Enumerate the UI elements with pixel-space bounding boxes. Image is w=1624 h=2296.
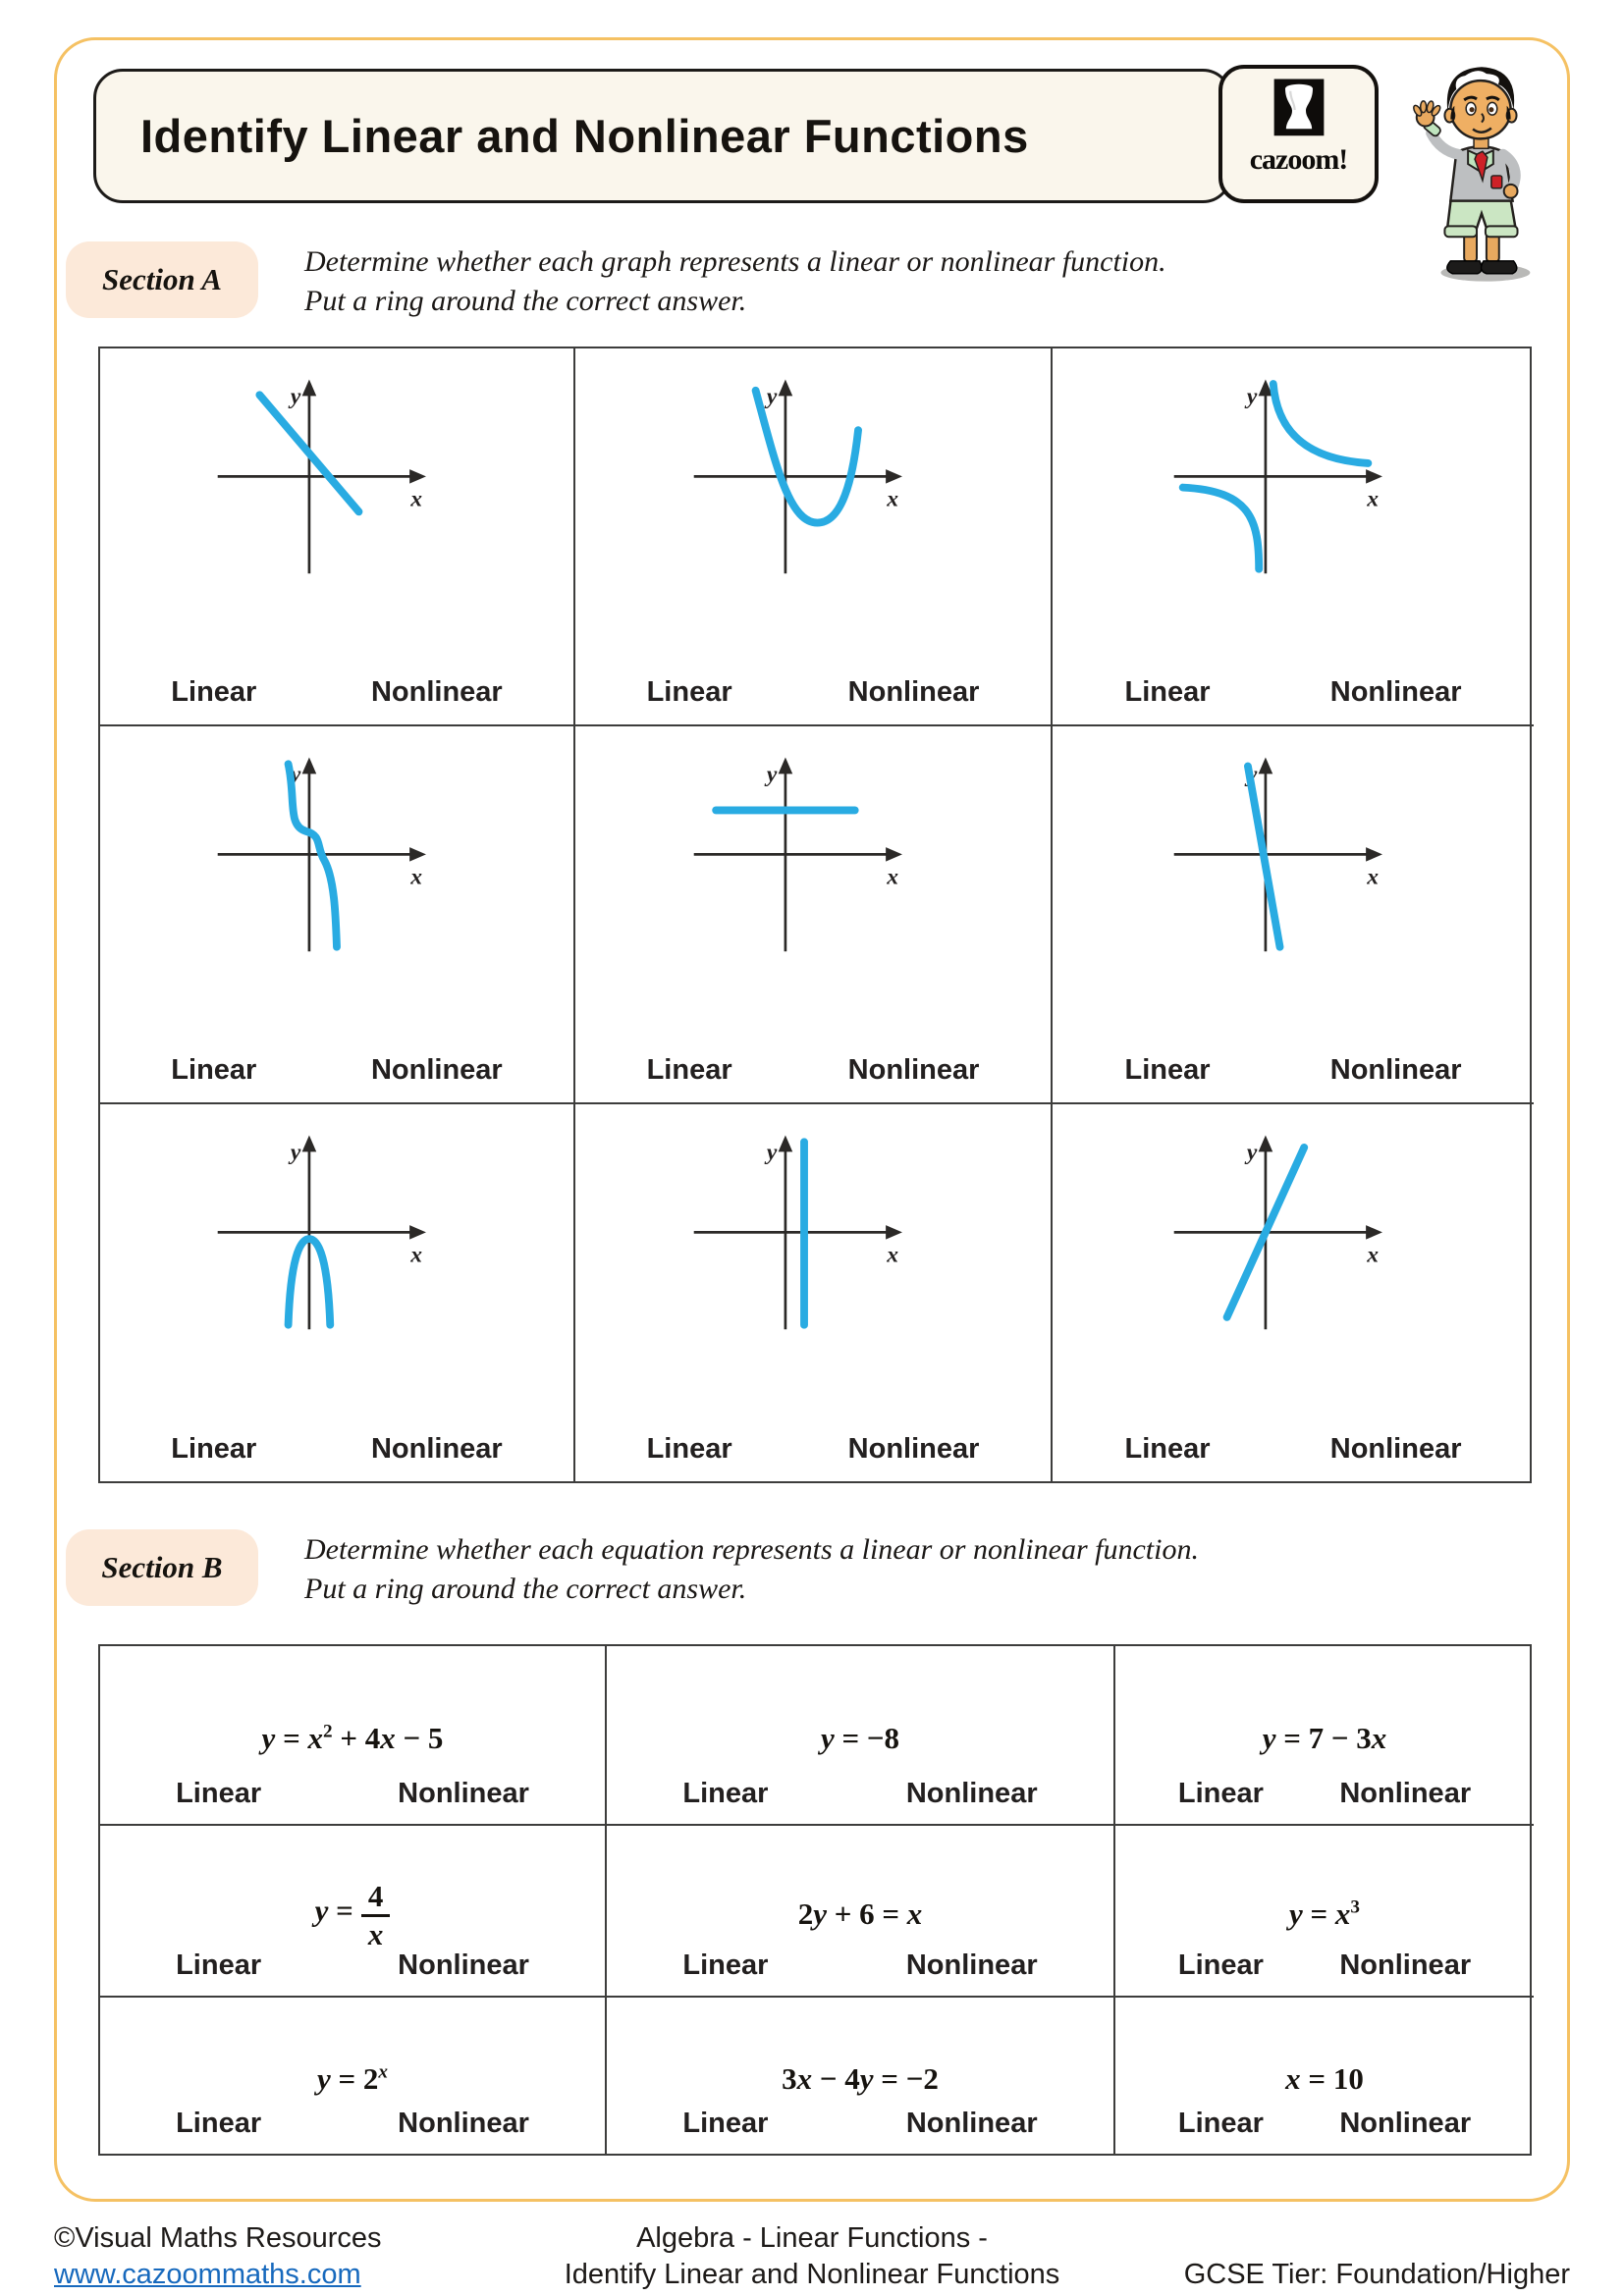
y-axis-label: y (766, 384, 778, 410)
option-linear[interactable]: Linear (171, 1433, 257, 1465)
option-linear[interactable]: Linear (176, 1949, 262, 1981)
option-nonlinear[interactable]: Nonlinear (1339, 1778, 1472, 1809)
title-box (93, 69, 1232, 203)
y-axis-label: y (290, 384, 301, 410)
answer-options (575, 1433, 1051, 1466)
answer-options (1053, 1054, 1534, 1087)
x-axis-arrow-icon (1366, 847, 1382, 862)
y-axis-arrow-icon (302, 380, 317, 397)
option-linear[interactable]: Linear (1124, 1433, 1211, 1465)
y-axis-arrow-icon (302, 1136, 317, 1152)
option-linear[interactable]: Linear (1177, 2108, 1264, 2139)
djembe-drum-icon (1272, 79, 1326, 141)
option-linear[interactable]: Linear (1177, 1778, 1264, 1809)
equation: $y = x^2 + 4x - 5$ (261, 1720, 444, 1755)
equation: y = $\frac{4}{x}$ (315, 1878, 391, 1949)
answer-options (575, 1054, 1051, 1087)
fraction: $\frac{4}{x}$ (361, 1880, 391, 1951)
option-linear[interactable]: Linear (646, 1054, 732, 1086)
answer-options (1115, 2108, 1534, 2140)
y-axis-label: y (290, 762, 301, 788)
topic-line-2: Identify Linear and Nonlinear Functions (564, 2259, 1060, 2290)
x-axis-label: x (410, 1242, 423, 1268)
section-b-equation-grid (98, 1644, 1532, 2156)
tier-text: GCSE Tier: Foundation/Higher (1183, 2259, 1570, 2290)
section-b-instructions (304, 1530, 1199, 1609)
option-nonlinear[interactable]: Nonlinear (398, 1949, 529, 1981)
graph-cell-7 (100, 1104, 575, 1481)
x-axis-label: x (410, 486, 423, 512)
graph-cell-6 (1053, 726, 1534, 1104)
topic-line-1: Algebra - Linear Functions - (636, 2222, 988, 2254)
mascot-waving-boy (1396, 54, 1561, 288)
y-axis-arrow-icon (779, 758, 793, 774)
option-linear[interactable]: Linear (1177, 1949, 1264, 1981)
section-a-graph-grid (98, 347, 1532, 1483)
option-nonlinear[interactable]: Nonlinear (398, 2108, 529, 2139)
option-nonlinear[interactable]: Nonlinear (1329, 1433, 1462, 1465)
option-nonlinear[interactable]: Nonlinear (847, 676, 980, 708)
option-linear[interactable]: Linear (646, 1433, 732, 1465)
section-b-label: Section B (66, 1529, 258, 1606)
option-nonlinear[interactable]: Nonlinear (370, 1054, 503, 1086)
instruction-line: Determine whether each equation represents a linear or nonlinear function. (304, 1533, 1199, 1566)
y-axis-label: y (290, 1140, 301, 1166)
answer-options (575, 676, 1051, 709)
equation: y = 7 − 3x (1262, 1720, 1387, 1755)
equation: 2y + 6 = x (797, 1896, 923, 1931)
equation-cell-2 (607, 1646, 1115, 1826)
answer-options (100, 1778, 605, 1810)
x-axis-label: x (887, 1242, 899, 1268)
option-linear[interactable]: Linear (646, 676, 732, 708)
answer-options (1053, 676, 1534, 709)
instruction-line: Put a ring around the correct answer. (304, 1573, 747, 1605)
graph-cell-3 (1053, 348, 1534, 726)
option-nonlinear[interactable]: Nonlinear (1329, 1054, 1462, 1086)
equation-cell-1 (100, 1646, 607, 1826)
x-axis-arrow-icon (1366, 1225, 1382, 1240)
y-axis-arrow-icon (1259, 758, 1273, 774)
option-nonlinear[interactable]: Nonlinear (905, 1949, 1038, 1981)
option-nonlinear[interactable]: Nonlinear (1339, 1949, 1472, 1981)
x-axis-label: x (1367, 1242, 1380, 1268)
option-linear[interactable]: Linear (682, 1778, 769, 1809)
option-nonlinear[interactable]: Nonlinear (847, 1054, 980, 1086)
mini-graph (193, 744, 480, 976)
answer-options (607, 1949, 1113, 1982)
answer-options (607, 1778, 1113, 1810)
equation-cell-4 (100, 1826, 607, 1998)
equation: 3x − 4y = −2 (782, 2060, 939, 2096)
cazoom-logo (1218, 65, 1379, 203)
option-linear[interactable]: Linear (171, 676, 257, 708)
website-link[interactable]: www.cazoommaths.com (54, 2259, 361, 2290)
x-axis-label: x (410, 864, 423, 890)
mini-graph (1150, 744, 1436, 976)
x-axis-label: x (1367, 486, 1380, 512)
equation-cell-8 (607, 1998, 1115, 2154)
mini-graph (670, 366, 956, 598)
instruction-line: Put a ring around the correct answer. (304, 285, 747, 317)
copyright-text: ©Visual Maths Resources (54, 2222, 382, 2254)
mini-graph (670, 744, 956, 976)
option-nonlinear[interactable]: Nonlinear (398, 1778, 529, 1809)
function-curve-steep-line-negative (1248, 767, 1280, 947)
y-axis-label: y (766, 762, 778, 788)
logo-wordmark: cazoom! (1249, 143, 1348, 176)
y-axis-arrow-icon (302, 758, 317, 774)
answer-options (607, 2108, 1113, 2140)
y-axis-arrow-icon (1259, 1136, 1273, 1152)
equation-cell-7 (100, 1998, 607, 2154)
instruction-line: Determine whether each graph represents a linear or nonlinear function. (304, 245, 1166, 278)
answer-options (1053, 1433, 1534, 1466)
mini-graph (193, 1122, 480, 1354)
x-axis-arrow-icon (409, 469, 426, 484)
graph-cell-5 (575, 726, 1053, 1104)
option-linear[interactable]: Linear (1124, 1054, 1211, 1086)
graph-cell-1 (100, 348, 575, 726)
equation-cell-9 (1115, 1998, 1534, 2154)
option-linear[interactable]: Linear (682, 1949, 769, 1981)
graph-cell-8 (575, 1104, 1053, 1481)
equation-cell-6 (1115, 1826, 1534, 1998)
option-nonlinear[interactable]: Nonlinear (847, 1433, 980, 1465)
graph-cell-2 (575, 348, 1053, 726)
x-axis-arrow-icon (886, 847, 902, 862)
equation: $y = x^3$ (1288, 1896, 1361, 1931)
y-axis-label: y (766, 1140, 778, 1166)
x-axis-arrow-icon (886, 1225, 902, 1240)
mini-graph (1150, 1122, 1436, 1354)
section-a-label: Section A (66, 241, 258, 318)
x-axis-arrow-icon (1366, 469, 1382, 484)
page-title: Identify Linear and Nonlinear Functions (140, 110, 1029, 162)
graph-cell-9 (1053, 1104, 1534, 1481)
y-axis-arrow-icon (779, 380, 793, 397)
answer-options (100, 676, 573, 709)
option-nonlinear[interactable]: Nonlinear (905, 2108, 1038, 2139)
option-nonlinear[interactable]: Nonlinear (370, 1433, 503, 1465)
answer-options (100, 1949, 605, 1982)
y-axis-label: y (1246, 762, 1258, 788)
option-nonlinear[interactable]: Nonlinear (1329, 676, 1462, 708)
option-nonlinear[interactable]: Nonlinear (370, 676, 503, 708)
equation: $y = 2^x$ (316, 2060, 389, 2096)
function-curve-parabola-up (756, 391, 858, 523)
x-axis-label: x (887, 864, 899, 890)
answer-options (1115, 1778, 1534, 1810)
option-linear[interactable]: Linear (1124, 676, 1211, 708)
y-axis-label: y (1246, 1140, 1258, 1166)
answer-options (1115, 1949, 1534, 1982)
section-a-instructions (304, 242, 1166, 321)
option-linear[interactable]: Linear (176, 2108, 262, 2139)
option-nonlinear[interactable]: Nonlinear (1339, 2108, 1472, 2139)
x-axis-label: x (887, 486, 899, 512)
y-axis-label: y (1246, 384, 1258, 410)
option-nonlinear[interactable]: Nonlinear (905, 1778, 1038, 1809)
y-axis-arrow-icon (779, 1136, 793, 1152)
x-axis-arrow-icon (886, 469, 902, 484)
x-axis-arrow-icon (409, 1225, 426, 1240)
equation-cell-5 (607, 1826, 1115, 1998)
x-axis-arrow-icon (409, 847, 426, 862)
answer-options (100, 1054, 573, 1087)
option-linear[interactable]: Linear (176, 1778, 262, 1809)
option-linear[interactable]: Linear (682, 2108, 769, 2139)
mini-graph (670, 1122, 956, 1354)
answer-options (100, 1433, 573, 1466)
equation-cell-3 (1115, 1646, 1534, 1826)
mini-graph (193, 366, 480, 598)
answer-options (100, 2108, 605, 2140)
mini-graph (1150, 366, 1436, 598)
equation: x = 10 (1285, 2060, 1364, 2096)
equation: y = −8 (820, 1720, 900, 1755)
option-linear[interactable]: Linear (171, 1054, 257, 1086)
x-axis-label: x (1367, 864, 1380, 890)
graph-cell-4 (100, 726, 575, 1104)
